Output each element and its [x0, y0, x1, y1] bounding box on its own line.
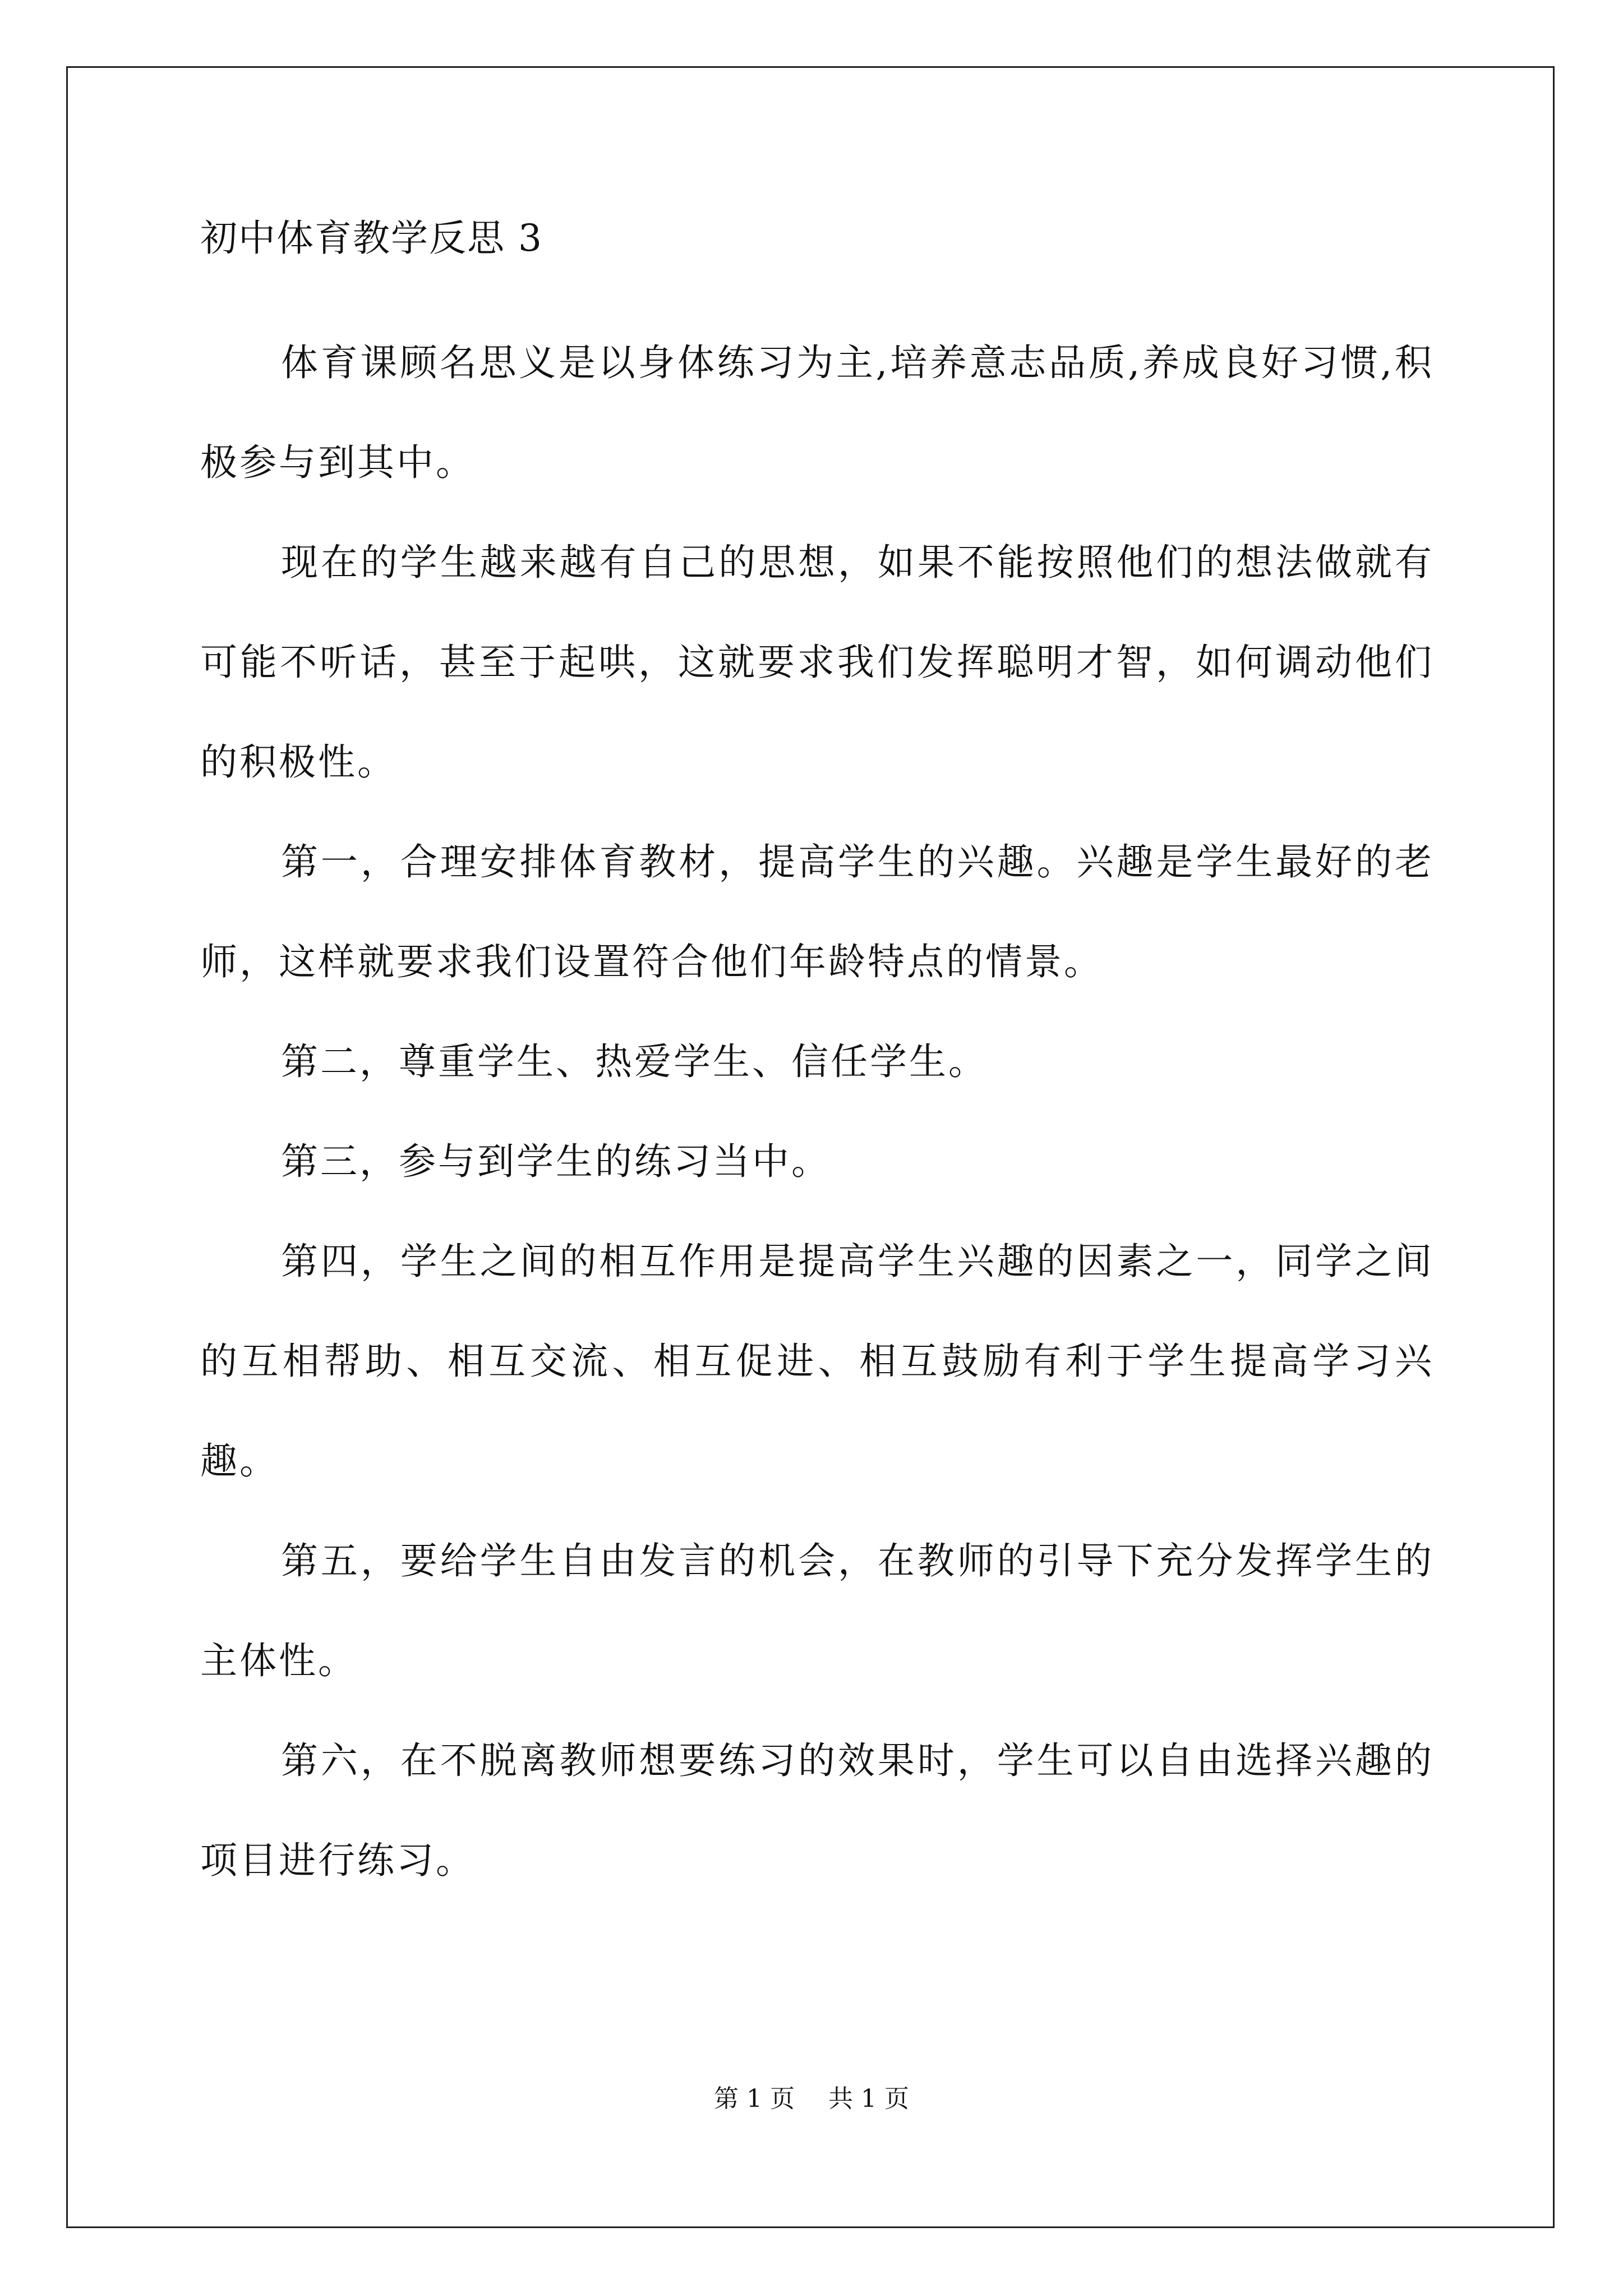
page-number-total: 共 1 页: [828, 2085, 909, 2113]
paragraph-8: 第六，在不脱离教师想要练习的效果时，学生可以自由选择兴趣的项目进行练习。: [200, 1739, 1434, 1882]
page-footer: [0, 2082, 1623, 2116]
paragraph-2: 现在的学生越来越有自己的思想，如果不能按照他们的想法做就有可能不听话，甚至于起哄，这就要求我们发挥聪明才智，如何调动他们的积极性。: [200, 541, 1434, 784]
paragraph-6: 第四，学生之间的相互作用是提高学生兴趣的因素之一，同学之间的互相帮助、相互交流、相互促进、相互鼓励有利于学生提高学习兴趣。: [200, 1240, 1434, 1483]
paragraph-5: 第三，参与到学生的练习当中。: [281, 1140, 831, 1183]
page-number-current: 第 1 页: [714, 2085, 795, 2113]
paragraph-7: 第五，要给学生自由发言的机会，在教师的引导下充分发挥学生的主体性。: [200, 1539, 1434, 1682]
document-body: [200, 213, 1434, 1911]
paragraph-4: 第二，尊重学生、热爱学生、信任学生。: [281, 1040, 988, 1083]
paragraph-3: 第一，合理安排体育教材，提高学生的兴趣。兴趣是学生最好的老师，这样就要求我们设置符合他们年龄特点的情景。: [200, 840, 1434, 983]
paragraph-1: 体育课顾名思义是以身体练习为主,培养意志品质,养成良好习惯,积极参与到其中。: [200, 341, 1434, 484]
document-title: 初中体育教学反思 3: [200, 217, 543, 260]
